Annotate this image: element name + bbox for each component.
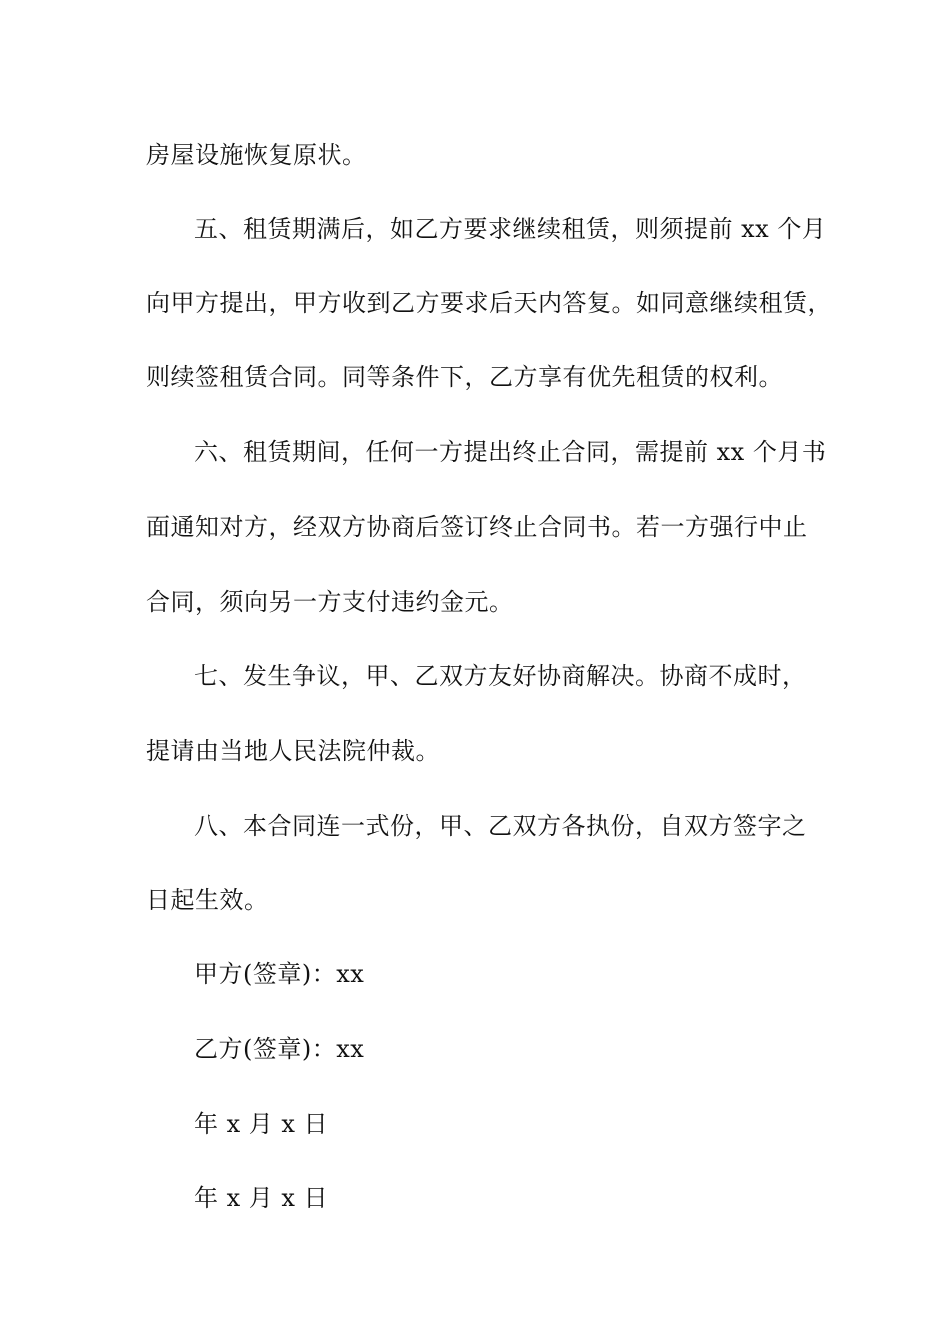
party-a-signature: 甲方(签章)：xx xyxy=(194,960,365,988)
clause-6-line-1: 六、租赁期间，任何一方提出终止合同，需提前 xx 个月书 xyxy=(194,438,827,466)
paragraph-4-continuation: 房屋设施恢复原状。 xyxy=(146,141,367,169)
date-line-2: 年 x 月 x 日 xyxy=(194,1184,329,1212)
clause-8-line-1: 八、本合同连一式份，甲、乙双方各执份，自双方签字之 xyxy=(194,812,807,840)
date-line-1: 年 x 月 x 日 xyxy=(194,1110,329,1138)
clause-8-line-2: 日起生效。 xyxy=(146,886,269,914)
clause-7-line-1: 七、发生争议，甲、乙双方友好协商解决。协商不成时， xyxy=(194,662,807,690)
clause-5-line-2: 向甲方提出，甲方收到乙方要求后天内答复。如同意继续租赁， xyxy=(146,289,832,317)
clause-6-line-3: 合同，须向另一方支付违约金元。 xyxy=(146,588,514,616)
clause-7-line-2: 提请由当地人民法院仲裁。 xyxy=(146,737,440,765)
party-b-signature: 乙方(签章)：xx xyxy=(194,1035,365,1063)
clause-6-line-2: 面通知对方，经双方协商后签订终止合同书。若一方强行中止 xyxy=(146,513,808,541)
clause-5-line-1: 五、租赁期满后，如乙方要求继续租赁，则须提前 xx 个月 xyxy=(194,215,827,243)
clause-5-line-3: 则续签租赁合同。同等条件下，乙方享有优先租赁的权利。 xyxy=(146,363,783,391)
